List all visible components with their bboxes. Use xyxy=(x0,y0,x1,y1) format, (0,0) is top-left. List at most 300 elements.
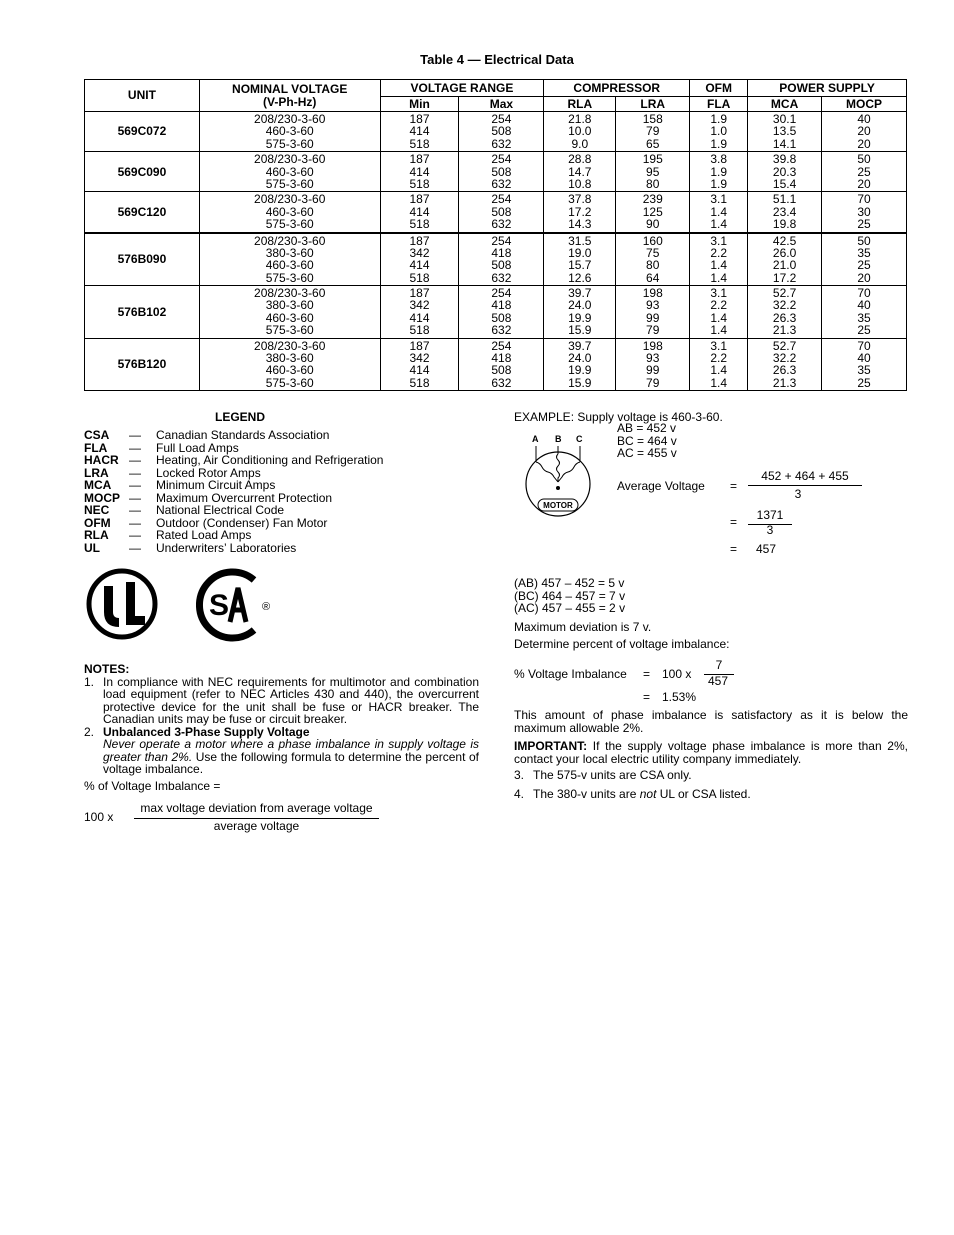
cell-value: 198 xyxy=(642,286,663,301)
cell-min xyxy=(380,233,459,286)
legend-dash: — xyxy=(129,478,141,492)
cell-value: 93 xyxy=(646,351,660,366)
legend-abbr: OFM xyxy=(84,515,111,530)
cell-rla xyxy=(544,192,616,233)
legend-item xyxy=(84,479,383,492)
cell-value: 380-3-60 xyxy=(265,245,314,260)
vi-denominator: 457 xyxy=(707,674,729,688)
cell-max xyxy=(459,338,544,391)
cell-value: 40 xyxy=(857,351,871,366)
cell-value: 208/230-3-60 xyxy=(254,338,326,353)
cell-value: 508 xyxy=(491,363,512,378)
cell-value: 19.8 xyxy=(772,217,797,232)
motor-diagram xyxy=(520,432,596,518)
cell-value: 30 xyxy=(857,204,871,219)
cell-value: 208/230-3-60 xyxy=(254,192,326,207)
note-2 xyxy=(84,726,479,776)
cell-value: 17.2 xyxy=(568,204,592,219)
cell-value: 1.4 xyxy=(710,363,728,378)
cell-value: 508 xyxy=(491,124,512,139)
legend-abbr: LRA xyxy=(84,465,109,480)
legend-dash: — xyxy=(129,465,141,480)
legend-abbr: RLA xyxy=(84,528,109,542)
cell-value: 508 xyxy=(491,258,512,273)
note-2-warning: Never operate a motor where a phase imbalance in supply voltage is greater than 2%. xyxy=(103,737,479,764)
cell-value: 575-3-60 xyxy=(265,270,314,285)
cell-value: 198 xyxy=(642,338,663,353)
notes-heading: NOTES: xyxy=(84,662,130,676)
notes xyxy=(84,663,479,776)
header-compressor: COMPRESSOR xyxy=(544,80,690,97)
cell-value: 15.9 xyxy=(568,375,592,390)
cell-value: 9.0 xyxy=(571,136,589,151)
cell-value: 575-3-60 xyxy=(265,323,314,338)
cell-value: 418 xyxy=(491,351,512,366)
cell-value: 518 xyxy=(409,217,430,232)
cell-mocp xyxy=(822,112,907,152)
cell-min xyxy=(380,192,459,233)
cell-value: 19.9 xyxy=(568,310,592,325)
cell-value: 125 xyxy=(642,204,663,219)
legend-text: National Electrical Code xyxy=(156,503,285,517)
cell-fla xyxy=(690,233,748,286)
cell-value: 1.4 xyxy=(710,310,728,325)
formula-multiplier: 100 x xyxy=(84,810,114,824)
legend-item xyxy=(84,529,383,542)
cell-value: 19.0 xyxy=(568,245,592,260)
cell-value: 380-3-60 xyxy=(265,351,314,366)
equals-4: = xyxy=(643,667,651,681)
header-rla: RLA xyxy=(544,97,616,112)
cell-voltages xyxy=(199,152,380,192)
cell-value: 32.2 xyxy=(772,351,797,366)
table-row xyxy=(85,192,907,233)
cell-rla xyxy=(544,112,616,152)
header-power-supply: POWER SUPPLY xyxy=(748,80,907,97)
cell-voltages xyxy=(199,192,380,233)
voltage-ac: AC = 455 v xyxy=(617,446,677,460)
cell-value: 25 xyxy=(857,217,871,232)
header-fla: FLA xyxy=(690,97,748,112)
cell-value: 40 xyxy=(857,112,871,126)
cell-value: 25 xyxy=(857,164,871,179)
cell-value: 20 xyxy=(857,124,871,139)
header-lra: LRA xyxy=(616,97,690,112)
cell-value: 15.7 xyxy=(568,258,592,273)
note-3 xyxy=(514,768,692,782)
formula-numerator: max voltage deviation from average voltage xyxy=(134,801,379,819)
cell-value: 195 xyxy=(642,152,663,167)
cell-mocp xyxy=(822,286,907,339)
cell-fla xyxy=(690,338,748,391)
cell-min xyxy=(380,112,459,152)
cell-value: 39.8 xyxy=(772,152,797,167)
cell-value: 508 xyxy=(491,164,512,179)
note-2-number: 2. xyxy=(84,724,95,739)
cell-mocp xyxy=(822,152,907,192)
cell-lra xyxy=(616,192,690,233)
cell-value: 342 xyxy=(409,245,430,260)
cell-mocp xyxy=(822,338,907,391)
important-note xyxy=(514,740,908,765)
cell-value: 187 xyxy=(409,112,430,126)
cell-value: 414 xyxy=(409,204,430,219)
ul-logo xyxy=(86,568,158,640)
cell-value: 50 xyxy=(857,152,871,167)
cell-max xyxy=(459,112,544,152)
cell-value: 14.7 xyxy=(568,164,592,179)
cell-value: 187 xyxy=(409,233,430,248)
cell-value: 160 xyxy=(642,233,663,248)
note-1-text: In compliance with NEC requirements for multimotor and combination load equipment (refer to NEC Articles 430 and 440), the overcurrent protective device for the unit shall be fuse or HACR breaker. The Canadian units may be fuse or circuit breaker. xyxy=(103,674,479,726)
cell-mca xyxy=(748,233,822,286)
cell-rla xyxy=(544,286,616,339)
cell-max xyxy=(459,233,544,286)
legend-text: Rated Load Amps xyxy=(156,528,252,542)
cell-value: 13.5 xyxy=(772,124,797,139)
unit-model: 576B102 xyxy=(85,286,200,339)
cell-value: 64 xyxy=(646,270,660,285)
cell-value: 20 xyxy=(857,176,871,191)
cell-min xyxy=(380,338,459,391)
cell-max xyxy=(459,286,544,339)
header-nominal-label: NOMINAL VOLTAGE xyxy=(232,82,348,97)
legend-title: LEGEND xyxy=(215,410,266,424)
cell-value: 20.3 xyxy=(772,164,797,179)
note-4-number: 4. xyxy=(514,787,525,801)
cell-value: 518 xyxy=(409,136,430,151)
table-row xyxy=(85,152,907,192)
cell-value: 2.2 xyxy=(710,245,728,260)
cell-value: 50 xyxy=(857,233,871,248)
cell-value: 208/230-3-60 xyxy=(254,233,326,248)
cell-value: 31.5 xyxy=(568,233,592,248)
cell-value: 32.2 xyxy=(772,298,797,313)
cell-voltages xyxy=(199,286,380,339)
cell-value: 418 xyxy=(491,245,512,260)
cell-value: 414 xyxy=(409,363,430,378)
legend-text: Underwriters’ Laboratories xyxy=(156,540,297,555)
cell-value: 254 xyxy=(491,286,512,301)
motor-label: MOTOR xyxy=(543,501,573,510)
example-title: EXAMPLE: Supply voltage is 460-3-60. xyxy=(514,410,723,424)
csa-registered-mark: ® xyxy=(262,601,271,613)
cell-value: 632 xyxy=(491,375,512,390)
unit-model: 569C120 xyxy=(85,192,200,233)
cell-mca xyxy=(748,286,822,339)
terminal-b-label: B xyxy=(555,434,562,444)
note-2-title: Unbalanced 3-Phase Supply Voltage xyxy=(103,724,310,739)
cell-value: 70 xyxy=(857,192,871,207)
cell-value: 2.2 xyxy=(710,298,728,313)
cell-value: 26.3 xyxy=(772,363,797,378)
table-row xyxy=(85,286,907,339)
legend-dash: — xyxy=(129,490,141,505)
sum-numerator: 1371 xyxy=(748,508,792,525)
legend-abbr: NEC xyxy=(84,503,110,517)
cell-voltages xyxy=(199,338,380,391)
terminal-c-label: C xyxy=(576,434,583,444)
cell-value: 17.2 xyxy=(772,270,797,285)
cell-value: 24.0 xyxy=(568,351,592,366)
equals-5: = xyxy=(643,690,651,704)
legend-abbr: MOCP xyxy=(84,490,120,505)
cell-value: 254 xyxy=(491,233,512,248)
cell-value: 460-3-60 xyxy=(265,204,314,219)
cell-value: 26.0 xyxy=(772,245,797,260)
legend-dash: — xyxy=(129,453,141,467)
cell-value: 632 xyxy=(491,217,512,232)
legend-abbr: HACR xyxy=(84,453,119,467)
cell-min xyxy=(380,286,459,339)
cell-value: 508 xyxy=(491,310,512,325)
cell-value: 518 xyxy=(409,270,430,285)
cell-value: 21.8 xyxy=(568,112,592,126)
cell-value: 414 xyxy=(409,164,430,179)
cell-value: 414 xyxy=(409,258,430,273)
cell-value: 208/230-3-60 xyxy=(254,286,326,301)
cell-fla xyxy=(690,152,748,192)
deviation-ab: (AB) 457 – 452 = 5 v xyxy=(514,576,625,590)
cell-value: 380-3-60 xyxy=(265,298,314,313)
note-2-text: Use the following formula to determine the percent of voltage imbalance. xyxy=(103,749,479,776)
cell-value: 158 xyxy=(642,112,663,126)
cell-rla xyxy=(544,233,616,286)
deviation-bc: (BC) 464 – 457 = 7 v xyxy=(514,588,626,603)
legend-dash: — xyxy=(129,503,141,517)
cell-value: 99 xyxy=(646,310,660,325)
average-result: 457 xyxy=(756,542,777,556)
cell-value: 518 xyxy=(409,323,430,338)
cell-fla xyxy=(690,286,748,339)
legend-abbr: MCA xyxy=(84,478,112,492)
cell-value: 460-3-60 xyxy=(265,363,314,378)
cell-value: 35 xyxy=(857,363,871,378)
formula-label: % of Voltage Imbalance = xyxy=(84,779,221,793)
average-numerator: 452 + 464 + 455 xyxy=(748,469,862,486)
note-4-pre: The 380-v units are xyxy=(533,787,640,801)
table-title: Table 4 — Electrical Data xyxy=(420,52,574,67)
unit-model: 569C090 xyxy=(85,152,200,192)
cell-lra xyxy=(616,112,690,152)
cell-value: 24.0 xyxy=(568,298,592,313)
cell-voltages xyxy=(199,112,380,152)
legend-text: Locked Rotor Amps xyxy=(156,465,261,480)
voltage-imbalance-label: % Voltage Imbalance xyxy=(514,667,627,681)
cell-lra xyxy=(616,338,690,391)
terminal-a-label: A xyxy=(532,434,539,444)
cell-value: 187 xyxy=(409,286,430,301)
cell-value: 460-3-60 xyxy=(265,258,314,273)
header-mocp: MOCP xyxy=(822,97,907,112)
cell-value: 632 xyxy=(491,136,512,151)
note-1 xyxy=(84,676,479,726)
phase-voltages xyxy=(617,422,677,460)
cell-value: 508 xyxy=(491,204,512,219)
cell-value: 254 xyxy=(491,152,512,167)
voltage-bc: BC = 464 v xyxy=(617,433,677,448)
cell-value: 42.5 xyxy=(772,233,797,248)
cell-value: 65 xyxy=(646,136,660,151)
cell-value: 187 xyxy=(409,338,430,353)
cell-min xyxy=(380,152,459,192)
cell-value: 575-3-60 xyxy=(265,136,314,151)
cell-value: 52.7 xyxy=(772,286,797,301)
cell-mocp xyxy=(822,233,907,286)
cell-value: 23.4 xyxy=(772,204,797,219)
deviation-ac: (AC) 457 – 455 = 2 v xyxy=(514,601,626,615)
table-row xyxy=(85,233,907,286)
cell-value: 187 xyxy=(409,152,430,167)
cell-value: 99 xyxy=(646,363,660,378)
cell-mca xyxy=(748,152,822,192)
legend-text: Heating, Air Conditioning and Refrigeration xyxy=(156,453,384,467)
cell-value: 40 xyxy=(857,298,871,313)
cell-value: 20 xyxy=(857,270,871,285)
legend-dash: — xyxy=(129,428,141,442)
cell-value: 1.4 xyxy=(710,270,728,285)
cell-value: 187 xyxy=(409,192,430,207)
cell-value: 79 xyxy=(646,375,660,390)
formula-denominator: average voltage xyxy=(213,819,300,833)
legend-item xyxy=(84,429,383,442)
cell-value: 575-3-60 xyxy=(265,217,314,232)
note-4 xyxy=(514,787,751,801)
cell-value: 632 xyxy=(491,176,512,191)
table-row xyxy=(85,338,907,391)
cell-value: 51.1 xyxy=(772,192,797,207)
legend-text: Full Load Amps xyxy=(156,440,239,455)
vi-numerator: 7 xyxy=(704,658,734,675)
cell-value: 25 xyxy=(857,258,871,273)
cell-value: 1.4 xyxy=(710,375,728,390)
note-3-text: The 575-v units are CSA only. xyxy=(533,768,692,782)
cell-value: 79 xyxy=(646,323,660,338)
cell-value: 3.8 xyxy=(710,152,728,167)
cell-value: 460-3-60 xyxy=(265,310,314,325)
cell-value: 14.3 xyxy=(568,217,592,232)
cell-value: 1.9 xyxy=(710,112,728,126)
cell-lra xyxy=(616,233,690,286)
cell-value: 90 xyxy=(646,217,660,232)
cell-value: 1.4 xyxy=(710,217,728,232)
header-unit: UNIT xyxy=(85,80,200,112)
cell-value: 15.4 xyxy=(772,176,797,191)
note-1-number: 1. xyxy=(84,674,95,689)
determine-text: Determine percent of voltage imbalance: xyxy=(514,637,730,651)
cell-value: 35 xyxy=(857,245,871,260)
cell-value: 25 xyxy=(857,375,871,390)
legend-text: Outdoor (Condenser) Fan Motor xyxy=(156,515,328,530)
cell-value: 20 xyxy=(857,136,871,151)
cell-value: 70 xyxy=(857,338,871,353)
legend-item xyxy=(84,454,383,467)
cell-value: 10.8 xyxy=(568,176,592,191)
cell-value: 21.3 xyxy=(772,323,797,338)
cell-lra xyxy=(616,152,690,192)
cell-value: 1.4 xyxy=(710,258,728,273)
cell-value: 518 xyxy=(409,375,430,390)
cell-max xyxy=(459,192,544,233)
cell-value: 575-3-60 xyxy=(265,176,314,191)
cell-rla xyxy=(544,338,616,391)
cell-fla xyxy=(690,192,748,233)
header-voltage-range: VOLTAGE RANGE xyxy=(380,80,544,97)
unit-model: 576B090 xyxy=(85,233,200,286)
header-nominal-sub: (V-Ph-Hz) xyxy=(263,94,317,109)
cell-value: 79 xyxy=(646,124,660,139)
vi-result: 1.53% xyxy=(662,690,697,704)
cell-value: 254 xyxy=(491,338,512,353)
cell-value: 518 xyxy=(409,176,430,191)
cell-value: 3.1 xyxy=(710,338,728,353)
cell-lra xyxy=(616,286,690,339)
cell-value: 208/230-3-60 xyxy=(254,152,326,167)
cell-value: 25 xyxy=(857,323,871,338)
cell-value: 418 xyxy=(491,298,512,313)
cell-value: 254 xyxy=(491,192,512,207)
cell-mocp xyxy=(822,192,907,233)
cell-value: 239 xyxy=(642,192,663,207)
voltage-ab: AB = 452 v xyxy=(617,421,677,435)
cell-value: 3.1 xyxy=(710,192,728,207)
cell-value: 75 xyxy=(646,245,660,260)
cell-value: 19.9 xyxy=(568,363,592,378)
cell-voltages xyxy=(199,233,380,286)
important-label: IMPORTANT: xyxy=(514,739,588,753)
legend-dash: — xyxy=(129,515,141,530)
ul-registered-mark: ® xyxy=(109,618,115,627)
satisfactory-text: This amount of phase imbalance is satisfactory as it is below the maximum allowable 2%. xyxy=(514,708,908,735)
cell-value: 2.2 xyxy=(710,351,728,366)
equals-1: = xyxy=(730,479,738,493)
average-denominator: 3 xyxy=(794,487,802,501)
legend-abbr: FLA xyxy=(84,440,108,455)
header-max: Max xyxy=(459,97,544,112)
header-ofm: OFM xyxy=(690,80,748,97)
cell-value: 1.4 xyxy=(710,204,728,219)
cell-value: 15.9 xyxy=(568,323,592,338)
cell-value: 1.9 xyxy=(710,176,728,191)
cell-value: 93 xyxy=(646,298,660,313)
sum-denominator: 3 xyxy=(766,523,774,537)
cell-mca xyxy=(748,192,822,233)
cell-value: 12.6 xyxy=(568,270,592,285)
cell-value: 21.3 xyxy=(772,375,797,390)
cell-value: 3.1 xyxy=(710,233,728,248)
cell-value: 1.4 xyxy=(710,323,728,338)
legend-dash: — xyxy=(129,528,141,542)
cell-value: 80 xyxy=(646,258,660,273)
cell-value: 632 xyxy=(491,270,512,285)
cell-max xyxy=(459,152,544,192)
cell-value: 342 xyxy=(409,351,430,366)
cell-rla xyxy=(544,152,616,192)
cell-value: 460-3-60 xyxy=(265,164,314,179)
cell-value: 52.7 xyxy=(772,338,797,353)
header-nominal-voltage xyxy=(199,80,380,112)
cell-value: 460-3-60 xyxy=(265,124,314,139)
svg-text:S: S xyxy=(209,589,230,622)
cell-value: 28.8 xyxy=(568,152,592,167)
cell-value: 1.0 xyxy=(710,124,728,139)
legend-list xyxy=(84,429,383,554)
cell-value: 70 xyxy=(857,286,871,301)
cell-value: 208/230-3-60 xyxy=(254,112,326,126)
legend-dash: — xyxy=(129,540,141,555)
unit-model: 576B120 xyxy=(85,338,200,391)
equals-2: = xyxy=(730,515,738,529)
